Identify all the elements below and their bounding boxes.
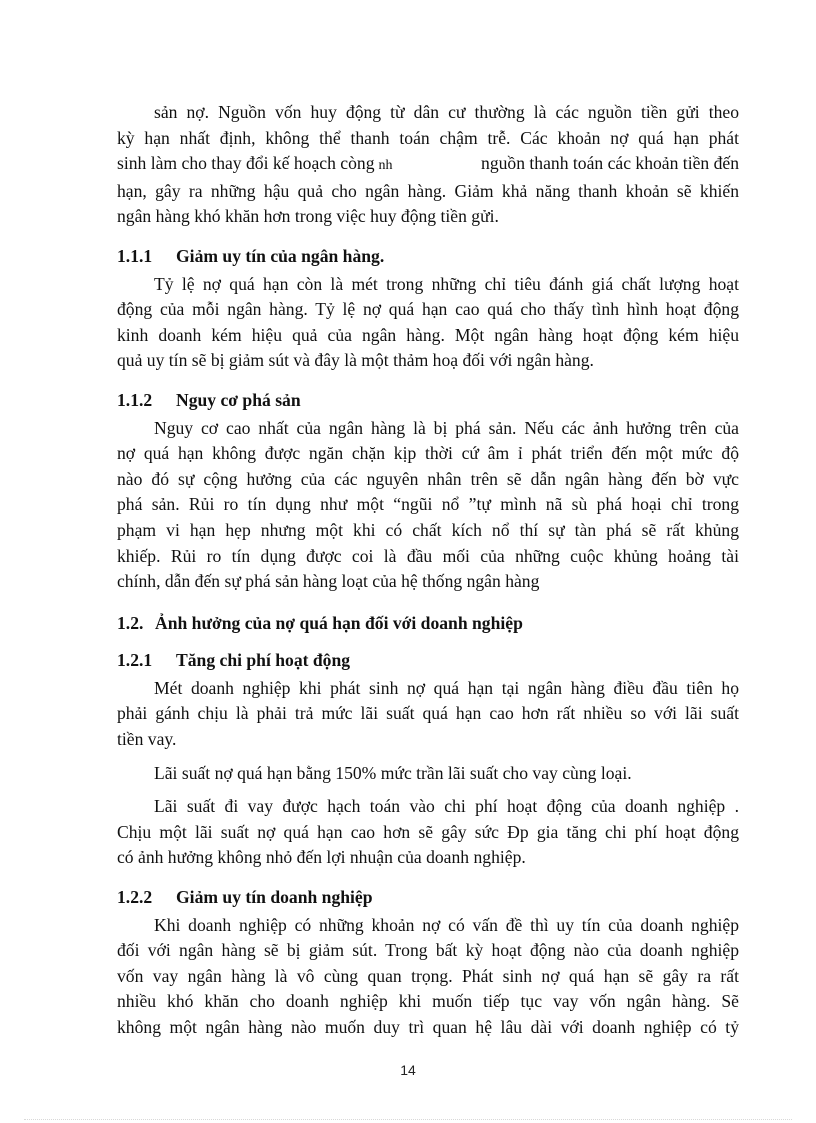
text-line: hạn, gây ra những hậu quả cho ngân hàng. Giảm khả năng thanh khoản sẽ khiến — [117, 180, 739, 201]
section-number: 1.1.1 — [117, 245, 153, 266]
text-line: quả uy tín sẽ bị giảm sút và đây là một thảm hoạ đối với ngân hàng. — [117, 350, 594, 371]
section-1-2-2 — [117, 885, 739, 911]
section-1-2-1 — [117, 648, 739, 674]
page-body — [117, 100, 739, 1041]
text-fragment: nguồn thanh toán các khoản tiền đến — [481, 153, 739, 174]
text-line: nào đó sự cộng hưởng của các nguyên nhân trên sẽ dẫn ngân hàng đến bờ vực — [117, 468, 739, 489]
section-1-2-1-paragraph-2 — [117, 761, 739, 787]
text-line: không một ngân hàng nào muốn duy trì quan hệ lâu dài với doanh nghiệp có tỷ — [117, 1017, 739, 1037]
section-1-1-1 — [117, 244, 739, 270]
text-line: phạm vi hạn hẹp nhưng một khi có chất kích nổ thí sự tàn phá sẽ rất khủng — [117, 519, 739, 540]
text-line: Tỷ lệ nợ quá hạn còn là mét trong những chỉ tiêu đánh giá chất lượng hoạt — [154, 273, 739, 294]
text-line: Khi doanh nghiệp có những khoản nợ có vấn đề thì uy tín của doanh nghiệp — [154, 914, 739, 935]
text-line: Lãi suất nợ quá hạn bằng 150% mức trần lãi suất cho vay cùng loại. — [154, 762, 632, 783]
text-line: phá sản. Rủi ro tín dụng như một “ngũi nổ ”tự mình nã sù phá hoại chỉ trong — [117, 494, 739, 515]
intro-paragraph — [117, 100, 739, 230]
section-title: Nguy cơ phá sản — [176, 389, 301, 410]
section-number: 1.2. — [117, 612, 144, 633]
section-heading — [117, 648, 739, 674]
text-line: kinh doanh kém hiệu quả của ngân hàng. Một ngân hàng hoạt động kém hiệu — [117, 324, 739, 345]
section-1-1-2-paragraph — [117, 416, 739, 595]
text-line: ngân hàng khó khăn hơn trong việc huy động tiền gửi. — [117, 206, 499, 227]
stray-text-fragment: nh — [378, 158, 393, 174]
section-1-2-1-paragraph-3 — [117, 794, 739, 871]
section-number: 1.2.1 — [117, 650, 153, 671]
text-line: chính, dẫn đến sự phá sản hàng loạt của hệ thống ngân hàng — [117, 571, 540, 592]
text-line: sản nợ. Nguồn vốn huy động từ dân cư thường là các nguồn tiền gửi theo — [154, 102, 739, 122]
section-heading — [117, 611, 739, 637]
text-line-mixed — [117, 151, 739, 179]
text-line: Chịu một lãi suất nợ quá hạn cao hơn sẽ gây sức Đp gia tăng chi phí hoạt động — [117, 821, 739, 842]
text-line: Nguy cơ cao nhất của ngân hàng là bị phá sản. Nếu các ảnh hưởng trên của — [154, 417, 739, 438]
section-title: Giảm uy tín doanh nghiệp — [176, 887, 373, 908]
text-fragment: sinh làm cho thay đổi kế hoạch còng — [117, 153, 375, 174]
section-1-2-2-paragraph — [117, 913, 739, 1041]
text-line: Lãi suất đi vay được hạch toán vào chi phí hoạt động của doanh nghiệp . — [154, 796, 739, 817]
text-line: phải gánh chịu là phải trả mức lãi suất quá hạn cao hơn rất nhiều so với lãi suất — [117, 703, 739, 724]
text-line: tiền vay. — [117, 729, 177, 750]
section-title: Ảnh hưởng của nợ quá hạn đối với doanh nghiệp — [155, 612, 523, 633]
section-1-1-2 — [117, 388, 739, 414]
text-line: nhiều khó khăn cho doanh nghiệp khi muốn tiếp tục vay vốn ngân hàng. Sẽ — [117, 991, 739, 1012]
section-1-2-1-paragraph-1 — [117, 676, 739, 753]
section-title: Tăng chi phí hoạt động — [176, 650, 351, 671]
section-number: 1.1.2 — [117, 389, 153, 410]
section-heading — [117, 388, 739, 414]
section-title: Giảm uy tín của ngân hàng. — [176, 245, 385, 266]
text-line: đối với ngân hàng sẽ bị giảm sút. Trong bất kỳ hoạt động nào của doanh nghiệp — [117, 940, 739, 961]
text-line: có ảnh hưởng không nhỏ đến lợi nhuận của doanh nghiệp. — [117, 847, 526, 868]
text-line: Mét doanh nghiệp khi phát sinh nợ quá hạn tại ngân hàng điều đầu tiên họ — [154, 677, 739, 698]
page-bottom-dotted-rule — [24, 1119, 792, 1120]
section-1-2 — [117, 611, 739, 637]
text-line: vốn vay ngân hàng là vô cùng quan trọng. Phát sinh nợ quá hạn sẽ gây ra rất — [117, 965, 739, 986]
text-line: khiếp. Rủi ro tín dụng được coi là đầu mối của những cuộc khủng hoảng tài — [117, 545, 739, 566]
section-heading — [117, 885, 739, 911]
text-line: nợ quá hạn không được ngăn chặn kịp thời cứ âm ỉ phát triển đến một mức độ — [117, 443, 739, 464]
section-1-1-1-paragraph — [117, 272, 739, 374]
page-number: 14 — [400, 1062, 416, 1078]
text-line: kỳ hạn nhất định, không thể thanh toán chậm trễ. Các khoản nợ quá hạn phát — [117, 127, 739, 148]
section-heading — [117, 244, 739, 270]
section-number: 1.2.2 — [117, 887, 153, 908]
text-line: động của mỗi ngân hàng. Tỷ lệ nợ quá hạn cao quá cho thấy tình hình hoạt động — [117, 299, 739, 320]
